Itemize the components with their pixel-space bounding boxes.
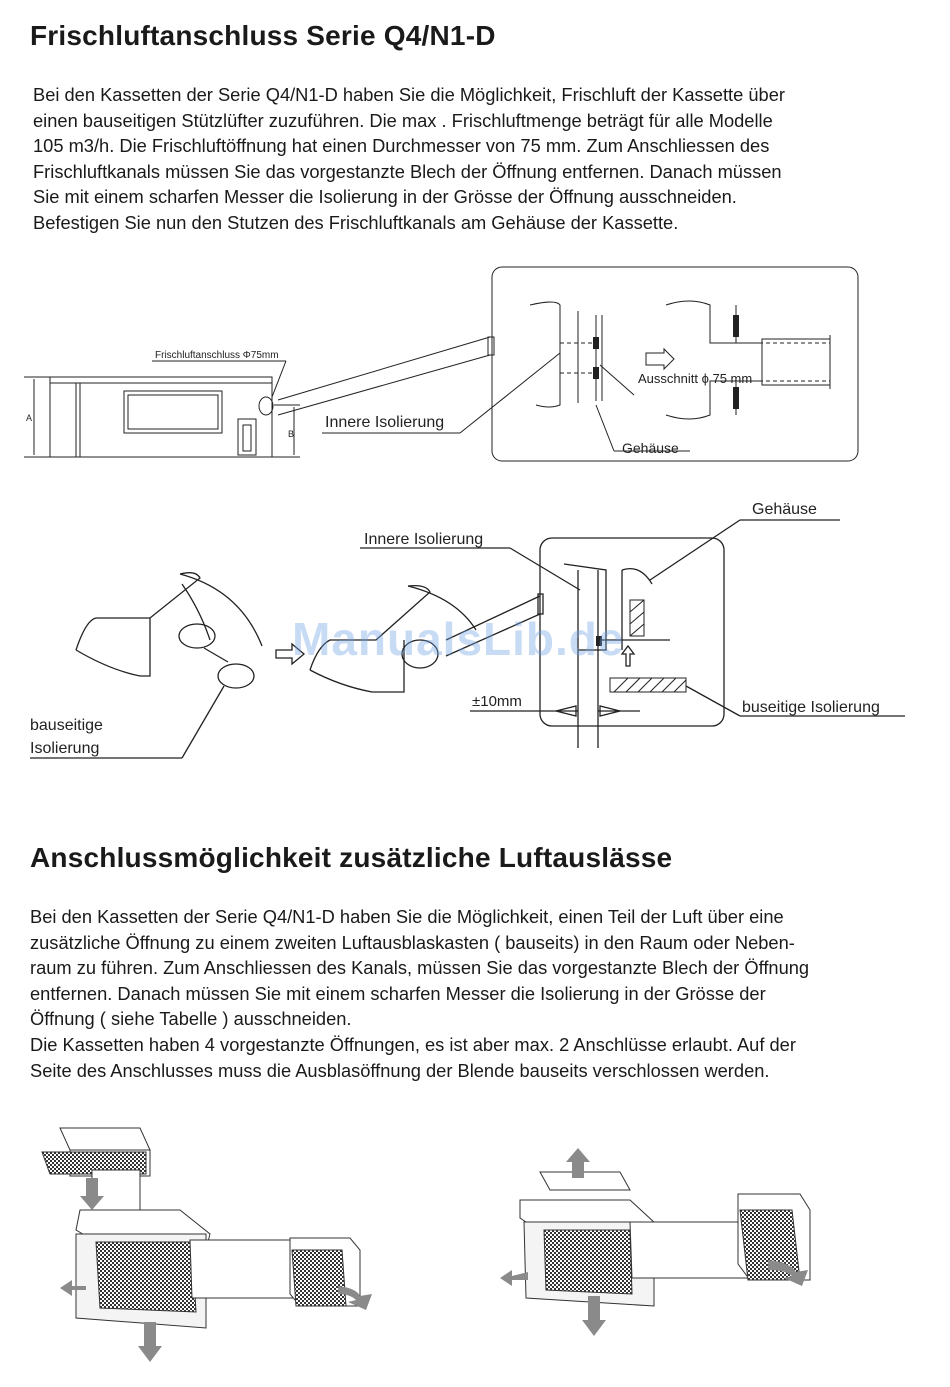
dimension-b-label: B	[288, 429, 295, 439]
section2-title: Anschlussmöglichkeit zusätzliche Luftauslässe	[30, 842, 673, 873]
section1-line: Bei den Kassetten der Serie Q4/N1-D haben Sie die Möglichkeit, Frischluft der Kassette über	[33, 84, 785, 105]
site-insulation-right-label: buseitige Isolierung	[742, 699, 880, 716]
site-insulation-label-line2: Isolierung	[30, 740, 100, 757]
section2-line: Seite des Anschlusses muss die Ausblasöffnung der Blende bauseits verschlossen werden.	[30, 1059, 770, 1081]
section1-paragraph	[33, 82, 785, 236]
inner-insulation-label: Innere Isolierung	[325, 414, 445, 431]
cutout-label: Ausschnitt ϕ 75 mm	[638, 371, 753, 386]
section1-title: Frischluftanschluss Serie Q4/N1-D	[30, 20, 496, 51]
site-insulation-label-line1: bauseitige	[30, 717, 103, 734]
section2-paragraph	[30, 904, 809, 1083]
tolerance-label: ±10mm	[472, 693, 522, 710]
housing-label: Gehäuse	[622, 440, 679, 456]
section2-line: Öffnung ( siehe Tabelle ) ausschneiden.	[30, 1008, 352, 1030]
section2-line: Die Kassetten haben 4 vorgestanzte Öffnungen, es ist aber max. 2 Anschlüsse erlaubt. Auf der	[30, 1033, 796, 1055]
inner-insulation-label: Innere Isolierung	[364, 531, 484, 548]
section1-line: Befestigen Sie nun den Stutzen des Frischluftkanals am Gehäuse der Kassette.	[33, 211, 679, 233]
section2-line: raum zu führen. Zum Anschliessen des Kanals, müssen Sie das vorgestanzte Blech der Öffnung	[30, 957, 810, 979]
section2-line: entfernen. Danach müssen Sie mit einem scharfen Messer die Isolierung in der Grösse der	[30, 982, 766, 1004]
section1-line: Frischluftkanals müssen Sie das vorgestanzte Blech der Öffnung entfernen. Danach müssen	[33, 160, 782, 182]
section1-line: Sie mit einem scharfen Messer die Isolierung in der Grösse der Öffnung ausschneiden.	[33, 186, 737, 208]
fresh-air-connection-figure	[0, 255, 950, 470]
section1-line: einen bauseitigen Stützlüfter zuzuführen. Die max . Frischluftmenge beträgt für alle Modelle	[33, 109, 773, 131]
additional-outlets-figure	[0, 1110, 950, 1387]
section2-line: Bei den Kassetten der Serie Q4/N1-D haben Sie die Möglichkeit, einen Teil der Luft über eine	[30, 906, 784, 927]
section1-line: 105 m3/h. Die Frischluftöffnung hat einen Durchmesser von 75 mm. Zum Anschliessen des	[33, 135, 770, 157]
fresh-air-port-label: Frischluftanschluss Φ75mm	[155, 350, 279, 361]
watermark: ManualsLib.de	[292, 613, 625, 665]
section2-line: zusätzliche Öffnung zu einem zweiten Luftausblaskasten ( bauseits) in den Raum oder Neben-	[30, 931, 795, 953]
housing-label: Gehäuse	[752, 501, 817, 518]
dimension-a-label: A	[26, 413, 33, 423]
